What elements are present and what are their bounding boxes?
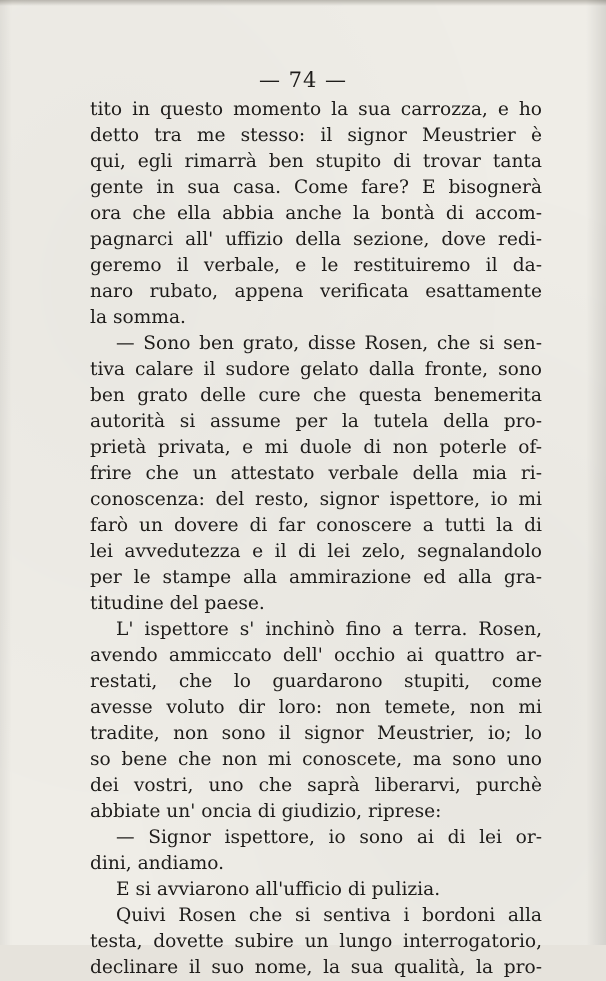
text-line: naro rubato, appena verificata esattamente [90, 281, 542, 302]
text-line: — Sono ben grato, disse Rosen, che si sen- [116, 333, 542, 354]
text-line: tiva calare il sudore gelato dalla fronte, sono [90, 359, 542, 380]
text-line: geremo il verbale, e le restituiremo il da- [90, 255, 542, 276]
text-line: per le stampe alla ammirazione ed alla gra- [90, 567, 542, 588]
text-line: gente in sua casa. Come fare? E bisognerà [90, 177, 542, 198]
text-line: dei vostri, uno che saprà liberarvi, purchè [90, 775, 542, 796]
text-line: avesse voluto dir loro: non temete, non mi [90, 697, 542, 718]
page-top-edge [0, 0, 606, 6]
text-line: tradite, non sono il signor Meustrier, io; lo [90, 723, 542, 744]
text-line: — Signor ispettore, io sono ai di lei or- [116, 827, 542, 848]
page-left-edge [0, 0, 12, 945]
text-line: qui, egli rimarrà ben stupito di trovar tanta [90, 151, 542, 172]
text-line: detto tra me stesso: il signor Meustrier è [90, 125, 542, 146]
text-line: Quivi Rosen che si sentiva i bordoni alla [116, 905, 542, 926]
text-line: restati, che lo guardarono stupiti, come [90, 671, 542, 692]
text-line: so bene che non mi conoscete, ma sono uno [90, 749, 542, 770]
text-line: L' ispettore s' inchinò fino a terra. Rosen, [116, 619, 542, 640]
text-line: dini, andiamo. [90, 853, 224, 874]
text-line: titudine del paese. [90, 593, 265, 614]
text-line: testa, dovette subire un lungo interrogatorio, [90, 931, 542, 952]
text-line: ora che ella abbia anche la bontà di accom- [90, 203, 542, 224]
page-number: — 74 — [258, 68, 348, 92]
text-line: E si avviarono all'ufficio di pulizia. [116, 879, 441, 900]
text-line: tito in questo momento la sua carrozza, e ho [90, 99, 542, 120]
text-line: farò un dovere di far conoscere a tutti la di [90, 515, 542, 536]
text-line: ben grato delle cure che questa benemerita [90, 385, 542, 406]
text-line: avendo ammiccato dell' occhio ai quattro ar- [90, 645, 542, 666]
text-line: lei avvedutezza e il di lei zelo, segnalandolo [90, 541, 542, 562]
page-right-edge [586, 0, 606, 945]
text-line: abbiate un' oncia di giudizio, riprese: [90, 801, 442, 822]
text-line: prietà privata, e mi duole di non poterle of- [90, 437, 542, 458]
text-line: pagnarci all' uffizio della sezione, dove redi- [90, 229, 542, 250]
body-text [90, 97, 542, 981]
text-line: declinare il suo nome, la sua qualità, la pro- [90, 957, 542, 978]
text-line: autorità si assume per la tutela della pro- [90, 411, 542, 432]
text-line: conoscenza: del resto, signor ispettore, io mi [90, 489, 542, 510]
text-line: frire che un attestato verbale della mia ri- [90, 463, 542, 484]
text-line: la somma. [90, 307, 186, 328]
